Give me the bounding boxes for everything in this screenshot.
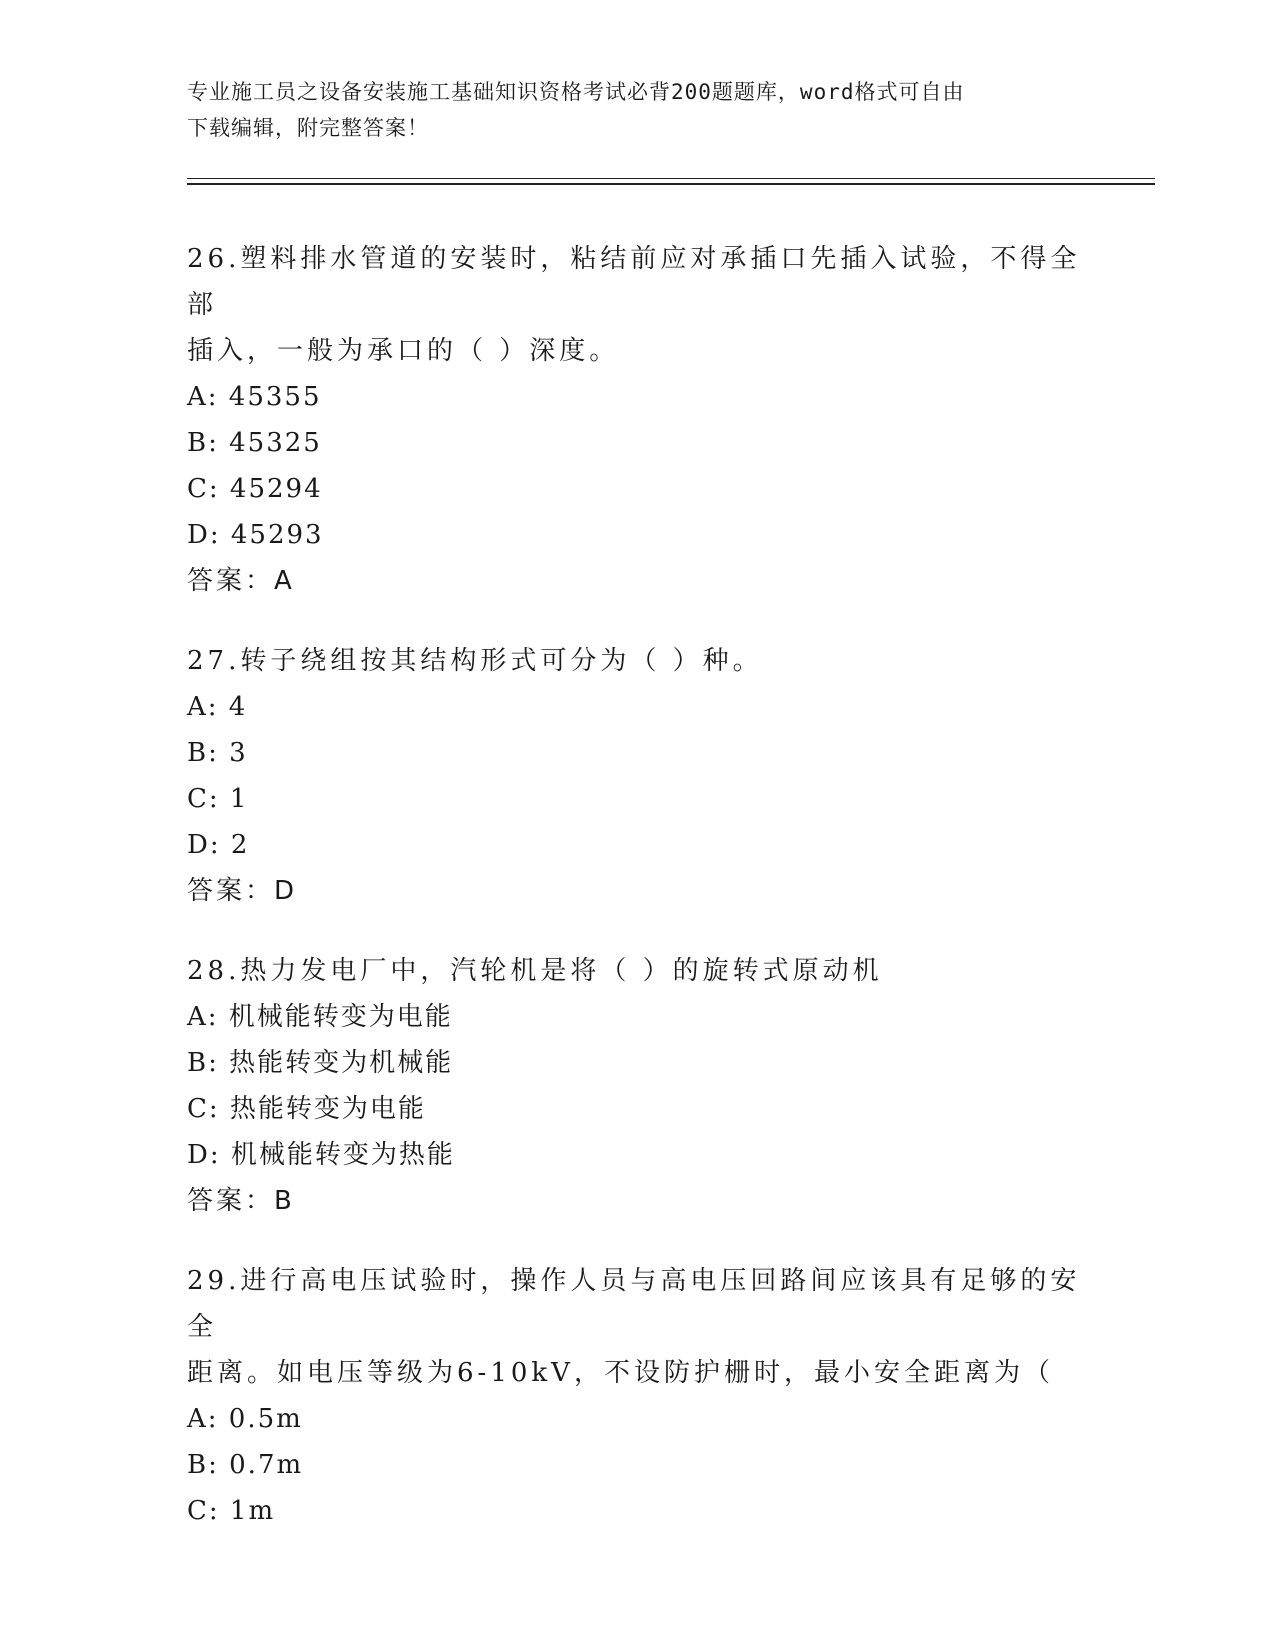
option-a: A: 4 xyxy=(187,692,248,722)
option-a: A: 0.5m xyxy=(187,1404,303,1434)
option-c: C: 1 xyxy=(187,784,249,814)
option-a: A: 机械能转变为电能 xyxy=(187,1002,453,1032)
option-c: C: 45294 xyxy=(187,474,323,504)
question-title: 28.热力发电厂中，汽轮机是将（ ）的旋转式原动机 xyxy=(187,956,883,986)
option-d: D: 45293 xyxy=(187,520,324,550)
question-title-cont: 距离。如电压等级为6-10kV，不设防护栅时，最小安全距离为（ xyxy=(187,1358,1054,1388)
option-b: B: 0.7m xyxy=(187,1450,304,1480)
answer-line: 答案：D xyxy=(187,876,298,906)
answer-line: 答案：A xyxy=(187,566,295,596)
header-divider-top xyxy=(187,178,1155,179)
option-d: D: 机械能转变为热能 xyxy=(187,1140,455,1170)
question-title: 26.塑料排水管道的安装时，粘结前应对承插口先插入试验，不得全部 xyxy=(187,244,1081,320)
question-27 xyxy=(187,638,1087,914)
option-c: C: 热能转变为电能 xyxy=(187,1094,426,1124)
question-title: 29.进行高电压试验时，操作人员与高电压回路间应该具有足够的安全 xyxy=(187,1266,1081,1342)
header-divider-bottom xyxy=(187,183,1155,185)
option-b: B: 45325 xyxy=(187,428,322,458)
document-header xyxy=(187,74,1067,146)
option-d: D: 2 xyxy=(187,830,250,860)
option-c: C: 1m xyxy=(187,1496,276,1526)
question-26 xyxy=(187,236,1087,604)
option-b: B: 热能转变为机械能 xyxy=(187,1048,454,1078)
header-line-1: 专业施工员之设备安装施工基础知识资格考试必背200题题库，word格式可自由 xyxy=(187,80,965,104)
answer-line: 答案：B xyxy=(187,1186,295,1216)
question-list xyxy=(187,236,1087,1568)
header-line-2: 下载编辑，附完整答案！ xyxy=(187,116,429,140)
question-28 xyxy=(187,948,1087,1224)
question-29 xyxy=(187,1258,1087,1534)
option-a: A: 45355 xyxy=(187,382,322,412)
question-title: 27.转子绕组按其结构形式可分为（ ）种。 xyxy=(187,646,763,676)
option-b: B: 3 xyxy=(187,738,248,768)
question-title-cont: 插入，一般为承口的（ ）深度。 xyxy=(187,336,620,366)
